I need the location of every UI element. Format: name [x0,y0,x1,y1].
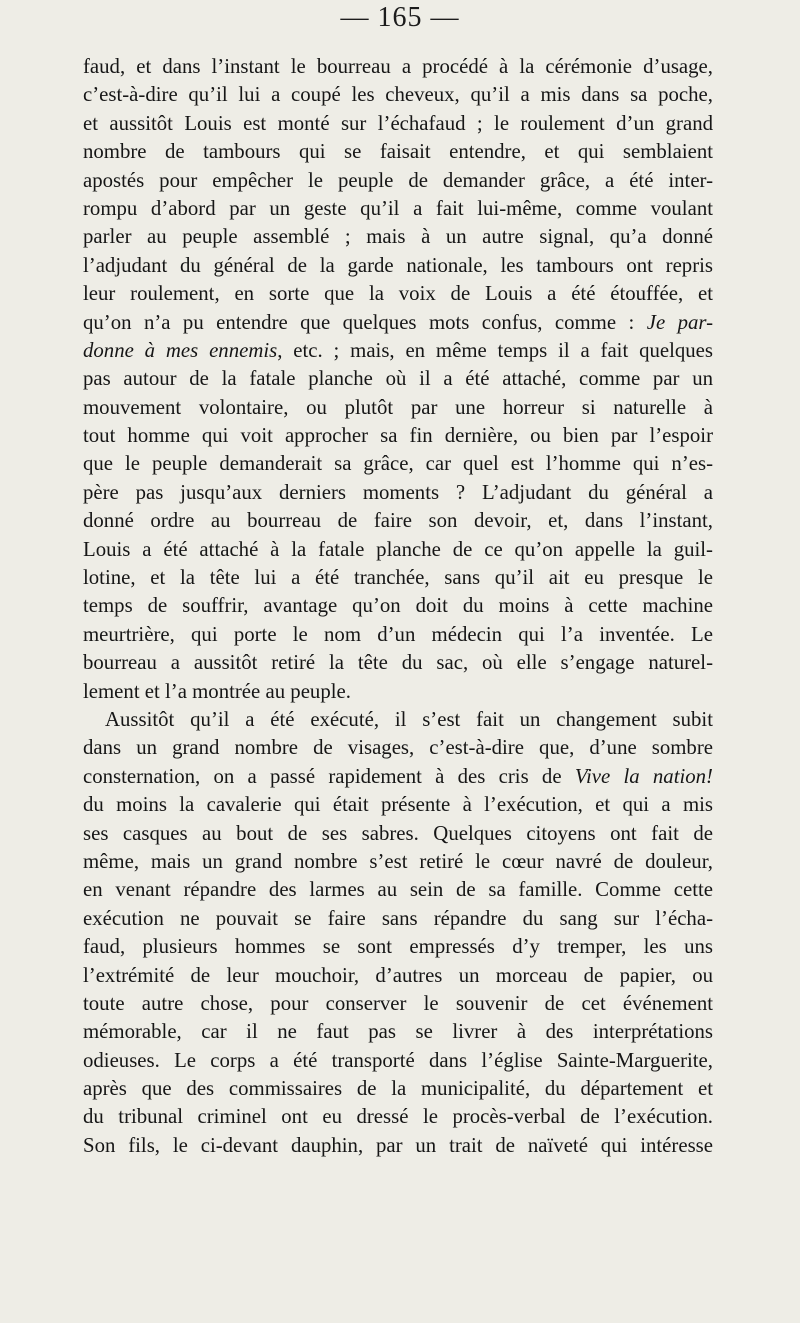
text-segment: Louis a été attaché à la fatale planche de ce qu’on appelle la guil- [83,537,713,561]
text-segment: et aussitôt Louis est monté sur l’échafaud ; le roulement d’un grand [83,111,713,135]
text-segment: l’adjudant du général de la garde nationale, les tambours ont repris [83,253,713,277]
text-segment: Aussitôt qu’il a été exécuté, il s’est fait un changement subit [105,707,713,731]
text-line [83,195,713,223]
text-segment: pas autour de la fatale planche où il a été attaché, comme par un [83,367,713,391]
text-line [83,678,713,706]
text-segment: meurtrière, qui porte le nom d’un médecin qui l’a inventée. Le [83,622,713,646]
text-line [83,791,713,819]
text-segment: qu’on n’a pu entendre que quelques mots confus, comme : [83,310,647,334]
text-line [83,309,713,337]
text-segment: que le peuple demanderait sa grâce, car quel est l’homme qui n’es- [83,452,713,476]
text-segment: leur roulement, en sorte que la voix de Louis a été étouffée, et [83,282,713,306]
text-line [83,933,713,961]
text-segment: l’extrémité de leur mouchoir, d’autres un morceau de papier, ou [83,963,713,987]
text-line [83,365,713,393]
text-line [83,1018,713,1046]
text-segment: nombre de tambours qui se faisait entendre, et qui semblaient [83,140,713,164]
text-segment: mouvement volontaire, ou plutôt par une horreur si naturelle à [83,395,713,419]
text-segment: , etc. ; mais, en même temps il a fait quelques [277,338,713,362]
text-line [83,1047,713,1075]
text-segment: rompu d’abord par un geste qu’il a fait lui-même, comme voulant [83,196,713,220]
text-line [83,962,713,990]
text-line [83,53,713,81]
text-line [83,706,713,734]
text-segment: en venant répandre des larmes au sein de sa famille. Comme cette [83,878,713,902]
text-segment: bourreau a aussitôt retiré la tête du sac, où elle s’engage naturel- [83,651,713,675]
text-line [83,223,713,251]
text-segment: toute autre chose, pour conserver le souvenir de cet événement [83,991,713,1015]
text-segment: temps de souffrir, avantage qu’on doit du moins à cette machine [83,594,713,618]
text-segment: faud, plusieurs hommes se sont empressés d’y tremper, les uns [83,935,713,959]
text-line [83,110,713,138]
text-line [83,422,713,450]
text-segment: tout homme qui voit approcher sa fin dernière, ou bien par l’espoir [83,424,713,448]
text-line [83,1075,713,1103]
text-line [83,763,713,791]
text-segment: lotine, et la tête lui a été tranchée, sans qu’il ait eu presque le [83,566,713,590]
text-line [83,167,713,195]
page-number: — 165 — [340,2,460,33]
text-line [83,252,713,280]
text-line [83,138,713,166]
text-line [83,876,713,904]
text-segment: père pas jusqu’aux derniers moments ? L’adjudant du général a [83,480,713,504]
text-line [83,280,713,308]
text-line [83,592,713,620]
text-segment: mémorable, car il ne faut pas se livrer à des interprétations [83,1020,713,1044]
text-line [83,536,713,564]
text-segment: exécution ne pouvait se faire sans répandre du sang sur l’écha- [83,906,713,930]
italic-text-segment: Je par- [646,310,714,334]
text-line [83,479,713,507]
text-line [83,905,713,933]
text-segment: parler au peuple assemblé ; mais à un autre signal, qu’a donné [83,225,713,249]
text-segment: Son fils, le ci-devant dauphin, par un trait de naïveté qui intéresse [83,1133,713,1157]
text-segment: consternation, on a passé rapidement à des cris de [83,764,575,788]
text-segment: lement et l’a montrée au peuple. [83,679,351,703]
text-segment: odieuses. Le corps a été transporté dans l’église Sainte-Marguerite, [83,1048,713,1072]
text-segment: faud, et dans l’instant le bourreau a procédé à la cérémonie d’usage, [83,55,713,78]
text-segment: après que des commissaires de la municipalité, du département et [83,1077,713,1101]
italic-text-segment: donne à mes ennemis [83,338,278,362]
text-line [83,734,713,762]
text-line [83,848,713,876]
text-line [83,649,713,677]
text-line [83,990,713,1018]
text-line [83,450,713,478]
text-segment: du tribunal criminel ont eu dressé le procès-verbal de l’exécution. [83,1105,713,1129]
text-line [83,621,713,649]
text-line [83,394,713,422]
page-body-text [83,53,713,1160]
text-segment: ses casques au bout de ses sabres. Quelques citoyens ont fait de [83,821,713,845]
text-segment: dans un grand nombre de visages, c’est-à-dire que, d’une sombre [83,736,713,760]
text-line [83,1103,713,1131]
text-segment: apostés pour empêcher le peuple de demander grâce, a été inter- [83,168,713,192]
text-segment: du moins la cavalerie qui était présente à l’exécution, et qui a mis [83,793,713,817]
text-line [83,820,713,848]
text-segment: donné ordre au bourreau de faire son devoir, et, dans l’instant, [83,509,713,533]
text-segment: même, mais un grand nombre s’est retiré le cœur navré de douleur, [83,849,713,873]
text-line [83,1132,713,1160]
text-line [83,564,713,592]
text-line [83,507,713,535]
text-line [83,81,713,109]
italic-text-segment: Vive la nation! [574,764,713,788]
text-line [83,337,713,365]
text-segment: c’est-à-dire qu’il lui a coupé les cheveux, qu’il a mis dans sa poche, [83,83,713,107]
